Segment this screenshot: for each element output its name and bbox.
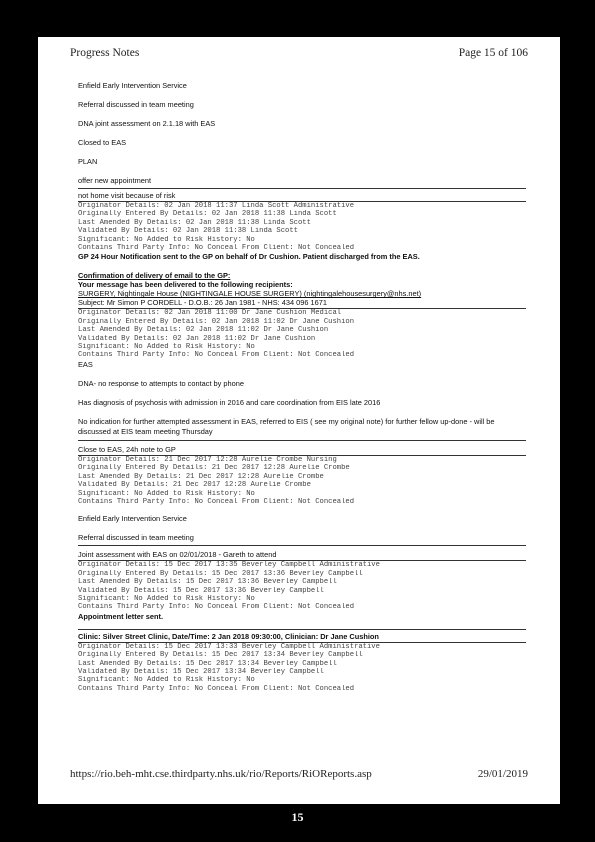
detail-line: Originator Details: 15 Dec 2017 13:33 Beverley Campbell Administrative <box>78 642 380 651</box>
detail-line: Validated By Details: 15 Dec 2017 13:34 Beverley Campbell <box>78 667 324 676</box>
detail-line: Last Amended By Details: 15 Dec 2017 13:34 Beverley Campbell <box>78 659 337 668</box>
email-subject: Subject: Mr Simon P CORDELL - D.O.B.: 26 Jan 1981 - NHS: 434 096 1671 <box>78 298 327 308</box>
detail-line: Significant: No Added to Risk History: No <box>78 235 255 244</box>
entry-subject: not home visit because of risk <box>78 191 176 200</box>
report-url: https://rio.beh-mht.cse.thirdparty.nhs.uk/rio/Reports/RiOReports.asp <box>70 768 372 780</box>
report-date: 29/01/2019 <box>477 768 528 780</box>
entry-line: PLAN <box>78 157 98 166</box>
email-confirmation: Confirmation of delivery of email to the GP: <box>78 271 231 281</box>
entry-line: Enfield Early Intervention Service <box>78 81 187 90</box>
detail-line: Validated By Details: 02 Jan 2018 11:38 Linda Scott <box>78 227 298 236</box>
entry-paragraph: Has diagnosis of psychosis with admission in 2016 and care coordination from EIS late 2016 <box>78 397 381 407</box>
detail-line: Significant: No Added to Risk History: No <box>78 343 255 352</box>
email-delivered: Your message has been delivered to the following recipients: <box>78 280 293 290</box>
detail-line: Originally Entered By Details: 21 Dec 2017 12:28 Aurelie Crombe <box>78 464 350 473</box>
detail-line: Contains Third Party Info: No Conceal From Client: Not Concealed <box>78 351 355 360</box>
detail-line: Originally Entered By Details: 02 Jan 2018 11:02 Dr Jane Cushion <box>78 317 355 326</box>
detail-line: Originally Entered By Details: 15 Dec 2017 13:34 Beverley Campbell <box>78 651 363 660</box>
detail-line: Originally Entered By Details: 02 Jan 2018 11:38 Linda Scott <box>78 210 337 219</box>
detail-line: Significant: No Added to Risk History: No <box>78 489 255 498</box>
detail-line: Contains Third Party Info: No Conceal From Client: Not Concealed <box>78 497 355 506</box>
detail-line: Contains Third Party Info: No Conceal From Client: Not Concealed <box>78 684 355 693</box>
detail-line: Last Amended By Details: 02 Jan 2018 11:38 Linda Scott <box>78 218 311 227</box>
entry-subject: Close to EAS, 24h note to GP <box>78 444 176 454</box>
detail-line: Last Amended By Details: 21 Dec 2017 12:28 Aurelie Crombe <box>78 472 324 481</box>
entry-paragraph: No indication for further attempted assessment in EAS, referred to EIS ( see my original note) for further fellow up-done - will be discussed at EIS team meeting Thursday <box>78 416 495 436</box>
divider <box>78 440 526 441</box>
page-info: Page 15 of 106 <box>458 47 528 59</box>
detail-line: Validated By Details: 21 Dec 2017 12:28 Aurelie Crombe <box>78 481 311 490</box>
entry-line: DNA joint assessment on 2.1.18 with EAS <box>78 119 216 128</box>
clinic-subject: Clinic: Silver Street Clinic, Date/Time: 2 Jan 2018 09:30:00, Clinician: Dr Jane Cushion <box>78 631 379 641</box>
entry-note: Appointment letter sent. <box>78 611 163 621</box>
entry-line: Closed to EAS <box>78 138 127 147</box>
entry-note: GP 24 Hour Notification sent to the GP on behalf of Dr Cushion. Patient discharged from the EAS. <box>78 252 420 262</box>
email-recipient: SURGERY, Nightingale House (NIGHTINGALE HOUSE SURGERY) (nightingalehousesurgery@nhs.net) <box>78 289 422 299</box>
detail-line: Last Amended By Details: 02 Jan 2018 11:02 Dr Jane Cushion <box>78 326 329 335</box>
divider <box>78 629 526 630</box>
entry-line: Referral discussed in team meeting <box>78 533 194 543</box>
document-page <box>38 37 560 804</box>
detail-line: Significant: No Added to Risk History: No <box>78 594 255 603</box>
page-number: 15 <box>291 810 304 824</box>
page-title: Progress Notes <box>70 47 140 59</box>
detail-line: Contains Third Party Info: No Conceal From Client: Not Concealed <box>78 244 355 253</box>
entry-line: offer new appointment <box>78 176 151 185</box>
detail-line: Last Amended By Details: 15 Dec 2017 13:36 Beverley Campbell <box>78 578 337 587</box>
entry-paragraph: DNA- no response to attempts to contact by phone <box>78 378 244 388</box>
detail-line: Originator Details: 02 Jan 2018 11:00 Dr Jane Cushion Medical <box>78 309 342 318</box>
entry-subject: Joint assessment with EAS on 02/01/2018 - Gareth to attend <box>78 550 277 560</box>
entry-line: Enfield Early Intervention Service <box>78 514 187 524</box>
detail-line: Originally Entered By Details: 15 Dec 2017 13:36 Beverley Campbell <box>78 569 363 578</box>
entry-title: EAS <box>78 359 93 369</box>
divider <box>78 188 526 189</box>
detail-line: Contains Third Party Info: No Conceal From Client: Not Concealed <box>78 603 355 612</box>
progress-notes-content <box>78 81 526 693</box>
detail-line: Originator Details: 15 Dec 2017 13:35 Beverley Campbell Administrative <box>78 561 380 570</box>
detail-line: Originator Details: 02 Jan 2018 11:37 Linda Scott Administrative <box>78 202 355 210</box>
detail-line: Validated By Details: 15 Dec 2017 13:36 Beverley Campbell <box>78 586 324 595</box>
detail-line: Validated By Details: 02 Jan 2018 11:02 Dr Jane Cushion <box>78 334 316 343</box>
detail-line: Significant: No Added to Risk History: No <box>78 676 255 685</box>
divider <box>78 545 526 546</box>
detail-line: Originator Details: 21 Dec 2017 12:28 Aurelie Crombe Nursing <box>78 455 337 464</box>
entry-line: Referral discussed in team meeting <box>78 100 194 109</box>
